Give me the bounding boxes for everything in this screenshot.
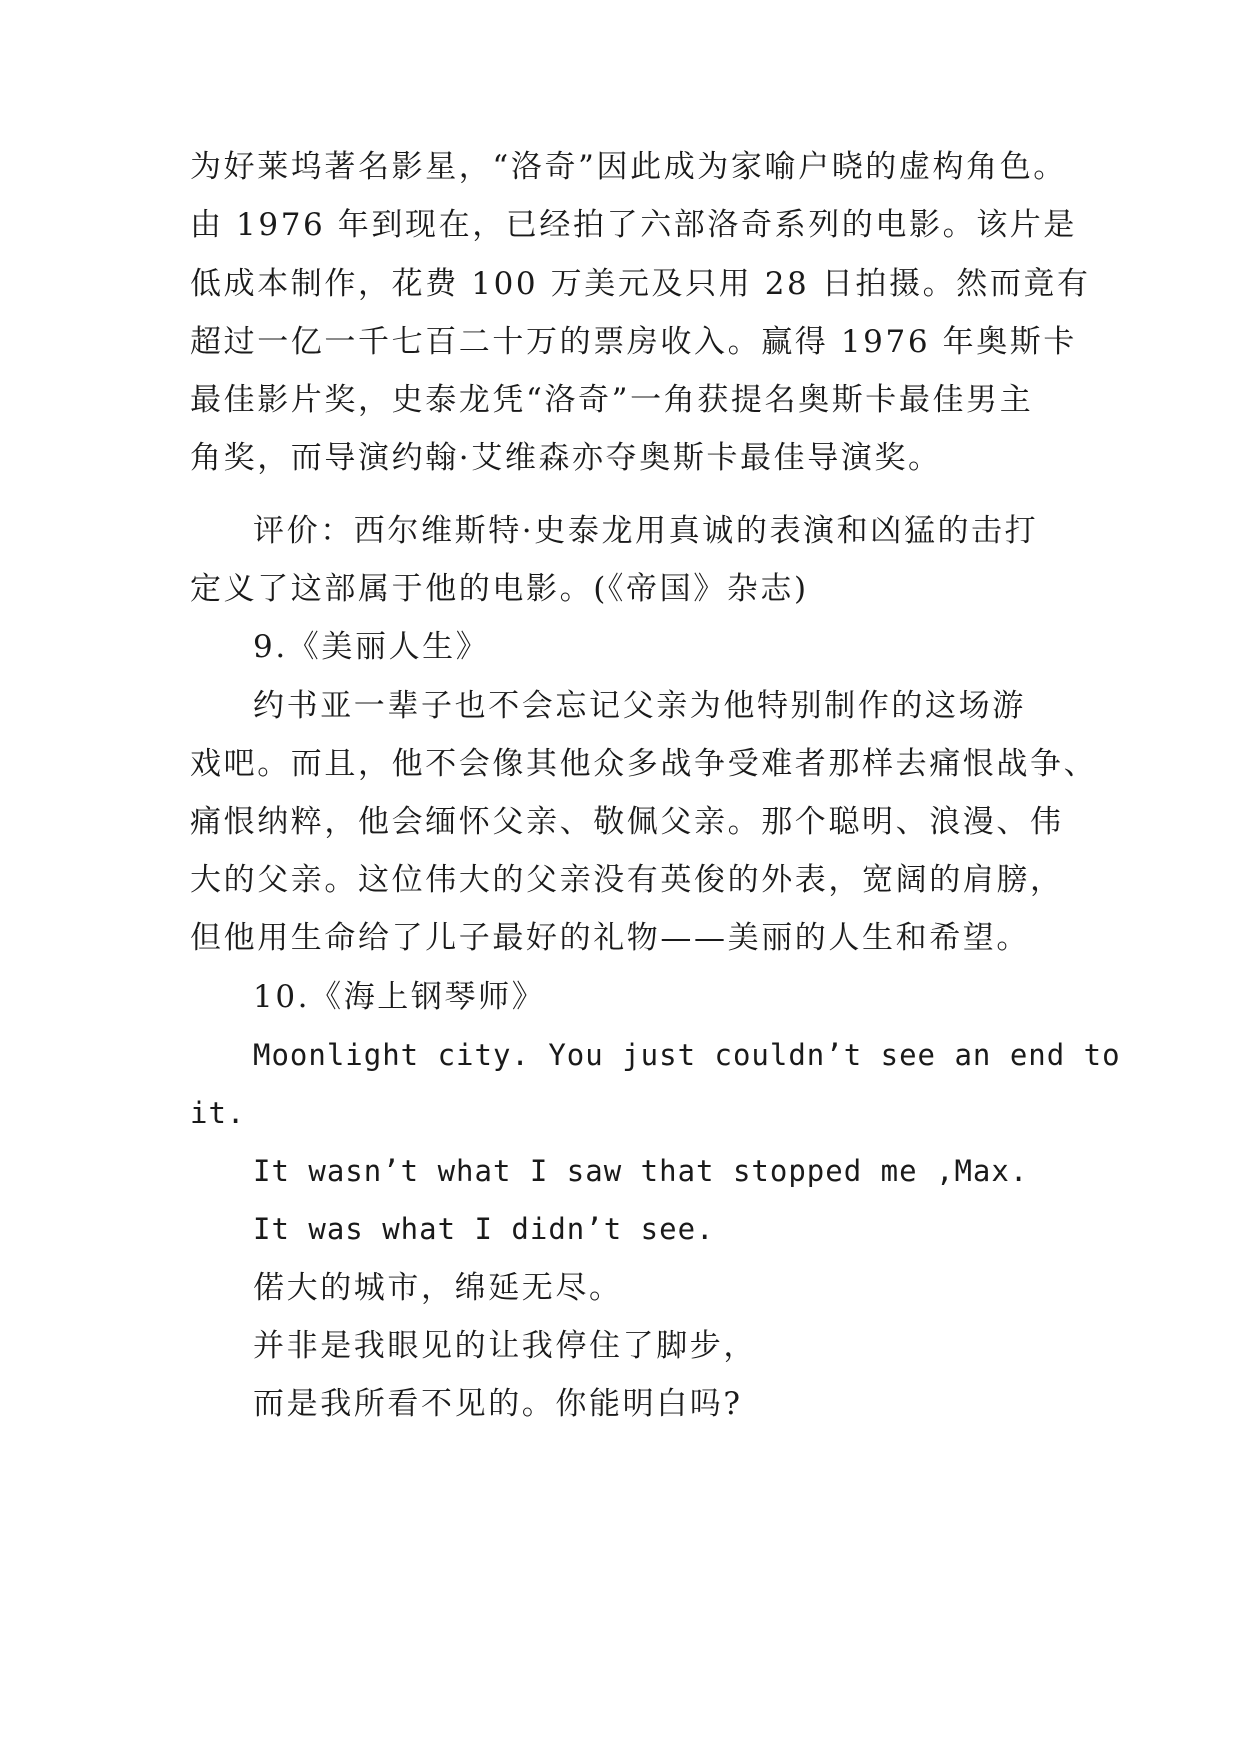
section-heading: 9.《美丽人生》 [253, 629, 490, 665]
body-text-line: 但他用生命给了儿子最好的礼物——美丽的人生和希望。 [190, 920, 1030, 956]
body-text-line: 约书亚一辈子也不会忘记父亲为他特别制作的这场游 [253, 688, 1026, 724]
quote-english-line: It wasn’t what I saw that stopped me ,Max. [253, 1154, 1029, 1188]
body-text-line: 为好莱坞著名影星，“洛奇”因此成为家喻户晓的虚构角色。 [190, 149, 1067, 185]
body-text-line: 超过一亿一千七百二十万的票房收入。赢得 1976 年奥斯卡 [190, 324, 1077, 360]
body-text-line: 痛恨纳粹，他会缅怀父亲、敬佩父亲。那个聪明、浪漫、伟 [190, 804, 1064, 840]
review-text-line: 定义了这部属于他的电影。(《帝国》杂志) [190, 571, 809, 607]
body-text-line: 大的父亲。这位伟大的父亲没有英俊的外表，宽阔的肩膀， [190, 862, 1064, 898]
quote-chinese-line: 偌大的城市，绵延无尽。 [253, 1270, 623, 1306]
body-text-line: 戏吧。而且，他不会像其他众多战争受难者那样去痛恨战争、 [190, 746, 1098, 782]
quote-english-line: it. [190, 1096, 246, 1130]
body-text-line: 最佳影片奖，史泰龙凭“洛奇”一角获提名奥斯卡最佳男主 [190, 382, 1034, 418]
quote-english-line: Moonlight city. You just couldn’t see an end to [253, 1038, 1121, 1072]
review-text-line: 评价：西尔维斯特·史泰龙用真诚的表演和凶猛的击打 [253, 513, 1039, 549]
section-heading: 10.《海上钢琴师》 [253, 979, 546, 1015]
body-text-line: 低成本制作，花费 100 万美元及只用 28 日拍摄。然而竟有 [190, 266, 1091, 302]
quote-chinese-line: 并非是我眼见的让我停住了脚步， [253, 1328, 757, 1364]
body-text-line: 由 1976 年到现在，已经拍了六部洛奇系列的电影。该片是 [190, 207, 1077, 243]
quote-chinese-line: 而是我所看不见的。你能明白吗? [253, 1386, 743, 1422]
body-text-line: 角奖，而导演约翰·艾维森亦夺奥斯卡最佳导演奖。 [190, 440, 942, 476]
quote-english-line: It was what I didn’t see. [253, 1212, 715, 1246]
